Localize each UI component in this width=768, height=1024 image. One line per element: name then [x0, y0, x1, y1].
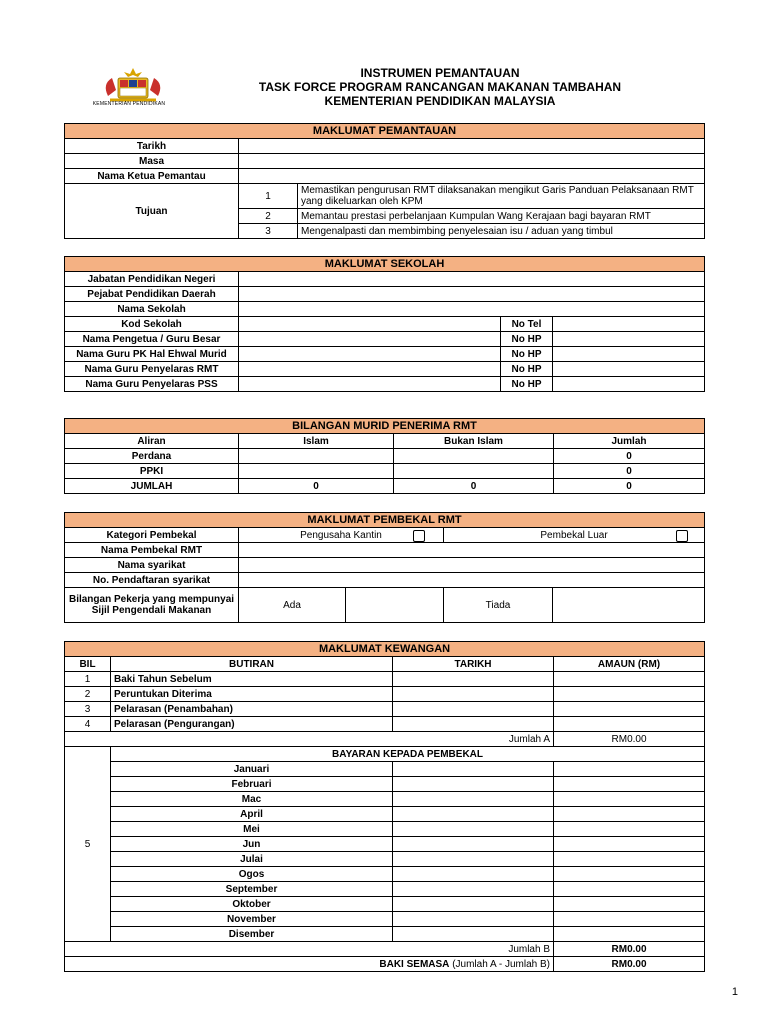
amaun-cell[interactable]	[554, 702, 705, 717]
tarikh-cell[interactable]	[393, 852, 554, 867]
jumlah-cell: 0	[554, 464, 705, 479]
logo-caption: KEMENTERIAN PENDIDIKAN	[92, 101, 166, 107]
document-title: INSTRUMEN PEMANTAUAN	[360, 66, 520, 80]
table-row	[65, 717, 705, 732]
kewangan-heading: MAKLUMAT KEWANGAN	[65, 642, 705, 657]
luar-option	[444, 528, 705, 543]
tarikh-cell[interactable]	[393, 897, 554, 912]
kantin-checkbox[interactable]	[413, 530, 425, 542]
nohp-label: No HP	[501, 377, 553, 392]
amaun-cell[interactable]	[554, 687, 705, 702]
tujuan-no: 3	[239, 224, 298, 239]
pk-hem-label: Nama Guru PK Hal Ehwal Murid	[65, 347, 239, 362]
kod-sekolah-label: Kod Sekolah	[65, 317, 239, 332]
month-label: Februari	[111, 777, 393, 792]
bil-cell: 1	[65, 672, 111, 687]
bil-5-cell: 5	[65, 747, 111, 942]
tiada-label: Tiada	[444, 588, 553, 623]
no-daftar-field[interactable]	[239, 573, 705, 588]
nohp-field[interactable]	[553, 377, 705, 392]
month-label: April	[111, 807, 393, 822]
table-row	[65, 702, 705, 717]
amaun-cell[interactable]	[554, 792, 705, 807]
baki-semasa-label	[65, 957, 554, 972]
month-row	[65, 792, 705, 807]
month-label: Januari	[111, 762, 393, 777]
baki-label: BAKI SEMASA	[379, 958, 450, 970]
ada-label: Ada	[239, 588, 346, 623]
nama-sekolah-field[interactable]	[239, 302, 705, 317]
tarikh-field[interactable]	[239, 139, 705, 154]
nama-syarikat-label: Nama syarikat	[65, 558, 239, 573]
pembekal-table	[64, 512, 705, 623]
jumlah-a-label: Jumlah A	[65, 732, 554, 747]
nohp-label: No HP	[501, 347, 553, 362]
col-aliran: Aliran	[65, 434, 239, 449]
tarikh-cell[interactable]	[393, 822, 554, 837]
amaun-cell[interactable]	[554, 837, 705, 852]
amaun-cell[interactable]	[554, 777, 705, 792]
tiada-field[interactable]	[553, 588, 705, 623]
amaun-cell[interactable]	[554, 912, 705, 927]
bil-cell: 3	[65, 702, 111, 717]
table-row	[65, 449, 705, 464]
sekolah-table	[64, 256, 705, 392]
murid-heading: BILANGAN MURID PENERIMA RMT	[65, 419, 705, 434]
bil-pekerja-label: Bilangan Pekerja yang mempunyai Sijil Pengendali Makanan	[65, 588, 239, 623]
tarikh-cell[interactable]	[393, 837, 554, 852]
tujuan-no: 1	[239, 184, 298, 209]
ketua-label: Nama Ketua Pemantau	[65, 169, 239, 184]
nohp-field[interactable]	[553, 332, 705, 347]
tujuan-text: Mengenalpasti dan membimbing penyelesaian isu / aduan yang timbul	[298, 224, 705, 239]
nohp-field[interactable]	[553, 362, 705, 377]
month-label: Disember	[111, 927, 393, 942]
jpn-field[interactable]	[239, 272, 705, 287]
guru-besar-field[interactable]	[239, 332, 501, 347]
tarikh-cell[interactable]	[393, 717, 554, 732]
month-row	[65, 882, 705, 897]
jpn-label: Jabatan Pendidikan Negeri	[65, 272, 239, 287]
tarikh-cell[interactable]	[393, 777, 554, 792]
tarikh-cell[interactable]	[393, 687, 554, 702]
ppd-label: Pejabat Pendidikan Daerah	[65, 287, 239, 302]
nama-pembekal-label: Nama Pembekal RMT	[65, 543, 239, 558]
jumlah-b-value: RM0.00	[554, 942, 705, 957]
amaun-cell[interactable]	[554, 882, 705, 897]
butiran-cell: Pelarasan (Penambahan)	[111, 702, 393, 717]
tujuan-no: 2	[239, 209, 298, 224]
row-label: JUMLAH	[65, 479, 239, 494]
bukan-islam-cell: 0	[394, 479, 554, 494]
notel-label: No Tel	[501, 317, 553, 332]
month-row	[65, 762, 705, 777]
jumlah-a-value: RM0.00	[554, 732, 705, 747]
col-jumlah: Jumlah	[554, 434, 705, 449]
tarikh-label: Tarikh	[65, 139, 239, 154]
month-row	[65, 822, 705, 837]
guru-besar-label: Nama Pengetua / Guru Besar	[65, 332, 239, 347]
month-label: Mac	[111, 792, 393, 807]
month-label: November	[111, 912, 393, 927]
amaun-cell[interactable]	[554, 762, 705, 777]
luar-label: Pembekal Luar	[540, 529, 608, 541]
no-daftar-label: No. Pendaftaran syarikat	[65, 573, 239, 588]
pemantauan-table	[64, 123, 705, 239]
nama-syarikat-field[interactable]	[239, 558, 705, 573]
amaun-cell[interactable]	[554, 897, 705, 912]
month-row	[65, 777, 705, 792]
penyelaras-pss-label: Nama Guru Penyelaras PSS	[65, 377, 239, 392]
table-row	[65, 672, 705, 687]
col-butiran: BUTIRAN	[111, 657, 393, 672]
penyelaras-pss-field[interactable]	[239, 377, 501, 392]
sekolah-heading: MAKLUMAT SEKOLAH	[65, 257, 705, 272]
amaun-cell[interactable]	[554, 807, 705, 822]
row-label: PPKI	[65, 464, 239, 479]
luar-checkbox[interactable]	[676, 530, 688, 542]
kategori-label: Kategori Pembekal	[65, 528, 239, 543]
page-number: 1	[731, 986, 738, 998]
butiran-cell: Baki Tahun Sebelum	[111, 672, 393, 687]
masa-label: Masa	[65, 154, 239, 169]
tarikh-cell[interactable]	[393, 702, 554, 717]
bukan-islam-cell[interactable]	[394, 464, 554, 479]
amaun-cell[interactable]	[554, 672, 705, 687]
pembekal-heading: MAKLUMAT PEMBEKAL RMT	[65, 513, 705, 528]
nohp-field[interactable]	[553, 347, 705, 362]
month-row	[65, 852, 705, 867]
butiran-cell: Peruntukan Diterima	[111, 687, 393, 702]
kantin-label: Pengusaha Kantin	[300, 529, 382, 541]
col-amaun: AMAUN (RM)	[554, 657, 705, 672]
penyelaras-rmt-field[interactable]	[239, 362, 501, 377]
amaun-cell[interactable]	[554, 822, 705, 837]
tujuan-text: Memastikan pengurusan RMT dilaksanakan mengikut Garis Panduan Pelaksanaan RMT yang dikeluarkan oleh KPM	[298, 184, 705, 209]
col-bil: BIL	[65, 657, 111, 672]
tarikh-cell[interactable]	[393, 912, 554, 927]
month-label: Julai	[111, 852, 393, 867]
month-row	[65, 867, 705, 882]
col-bukan-islam: Bukan Islam	[394, 434, 554, 449]
jumlah-b-label: Jumlah B	[65, 942, 554, 957]
jumlah-cell: 0	[554, 449, 705, 464]
bil-cell: 4	[65, 717, 111, 732]
col-islam: Islam	[239, 434, 394, 449]
islam-cell[interactable]	[239, 464, 394, 479]
penyelaras-rmt-label: Nama Guru Penyelaras RMT	[65, 362, 239, 377]
month-label: September	[111, 882, 393, 897]
month-row	[65, 912, 705, 927]
tarikh-cell[interactable]	[393, 867, 554, 882]
amaun-cell[interactable]	[554, 867, 705, 882]
ppd-field[interactable]	[239, 287, 705, 302]
amaun-cell[interactable]	[554, 852, 705, 867]
amaun-cell[interactable]	[554, 717, 705, 732]
tarikh-cell[interactable]	[393, 927, 554, 942]
document-subtitle: TASK FORCE PROGRAM RANCANGAN MAKANAN TAMBAHAN	[258, 80, 622, 94]
tarikh-cell[interactable]	[393, 762, 554, 777]
month-label: Oktober	[111, 897, 393, 912]
nohp-label: No HP	[501, 362, 553, 377]
month-row	[65, 897, 705, 912]
nama-sekolah-label: Nama Sekolah	[65, 302, 239, 317]
document-ministry: KEMENTERIAN PENDIDIKAN MALAYSIA	[324, 94, 556, 108]
murid-table	[64, 418, 705, 494]
table-row	[65, 687, 705, 702]
tarikh-cell[interactable]	[393, 807, 554, 822]
ada-field[interactable]	[346, 588, 444, 623]
baki-formula: (Jumlah A - Jumlah B)	[452, 958, 550, 970]
islam-cell[interactable]	[239, 449, 394, 464]
nama-pembekal-field[interactable]	[239, 543, 705, 558]
baki-value: RM0.00	[554, 957, 705, 972]
masa-field[interactable]	[239, 154, 705, 169]
tujuan-text: Memantau prestasi perbelanjaan Kumpulan Wang Kerajaan bagi bayaran RMT	[298, 209, 705, 224]
tarikh-cell[interactable]	[393, 672, 554, 687]
bayaran-heading: BAYARAN KEPADA PEMBEKAL	[111, 747, 705, 762]
month-label: Ogos	[111, 867, 393, 882]
tarikh-cell[interactable]	[393, 792, 554, 807]
tarikh-cell[interactable]	[393, 882, 554, 897]
pk-hem-field[interactable]	[239, 347, 501, 362]
table-row	[65, 464, 705, 479]
butiran-cell: Pelarasan (Pengurangan)	[111, 717, 393, 732]
jumlah-cell: 0	[554, 479, 705, 494]
bil-cell: 2	[65, 687, 111, 702]
month-row	[65, 927, 705, 942]
pemantauan-heading: MAKLUMAT PEMANTAUAN	[65, 124, 705, 139]
month-label: Jun	[111, 837, 393, 852]
kewangan-table	[64, 641, 705, 972]
month-label: Mei	[111, 822, 393, 837]
nohp-label: No HP	[501, 332, 553, 347]
kantin-option	[239, 528, 444, 543]
islam-cell: 0	[239, 479, 394, 494]
amaun-cell[interactable]	[554, 927, 705, 942]
ketua-field[interactable]	[239, 169, 705, 184]
kod-sekolah-field[interactable]	[239, 317, 501, 332]
month-row	[65, 837, 705, 852]
notel-field[interactable]	[553, 317, 705, 332]
col-tarikh: TARIKH	[393, 657, 554, 672]
row-label: Perdana	[65, 449, 239, 464]
bukan-islam-cell[interactable]	[394, 449, 554, 464]
table-row	[65, 479, 705, 494]
tujuan-label: Tujuan	[65, 184, 239, 239]
month-row	[65, 807, 705, 822]
